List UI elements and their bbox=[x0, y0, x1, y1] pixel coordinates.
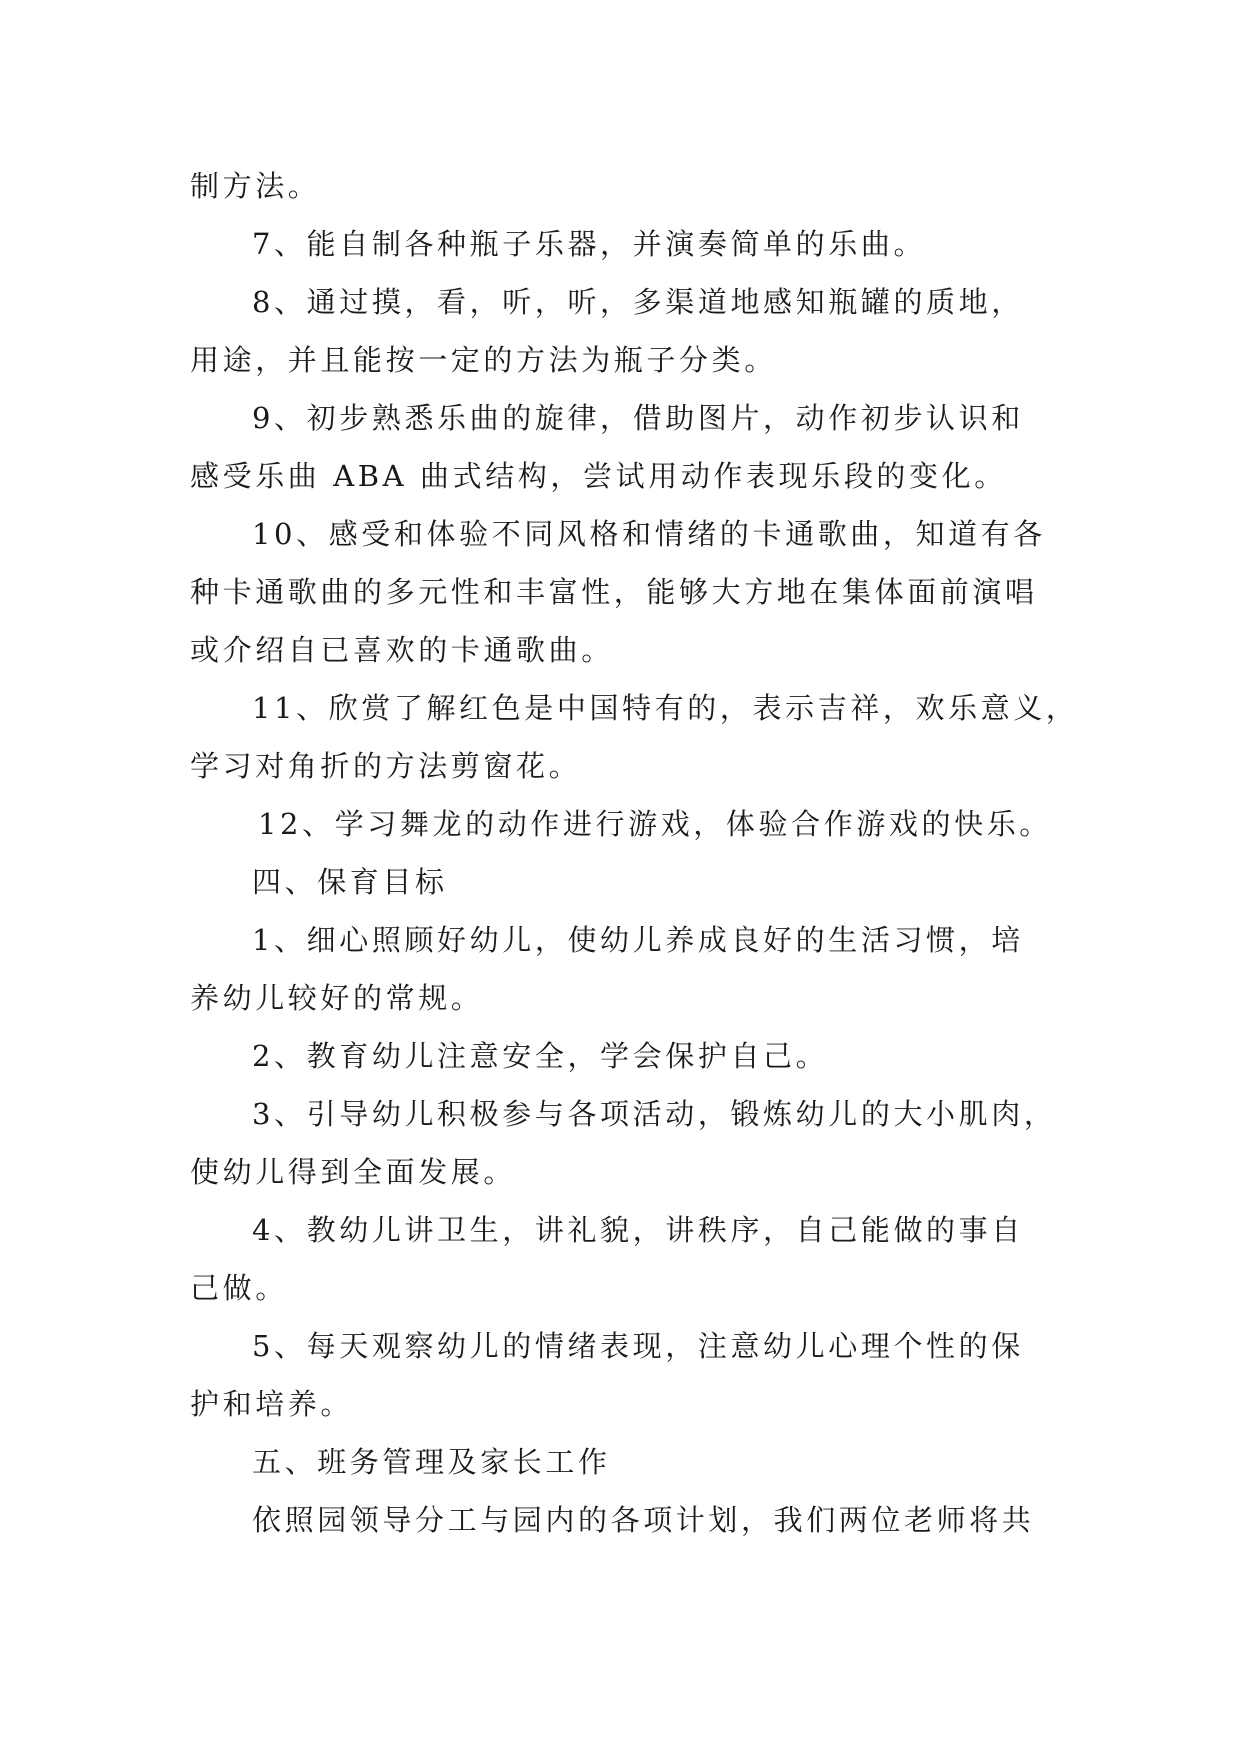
text-line: 5、每天观察幼儿的情绪表现，注意幼儿心理个性的保 bbox=[252, 1329, 1024, 1363]
text-line: 12、学习舞龙的动作进行游戏，体验合作游戏的快乐。 bbox=[258, 807, 1052, 841]
text-line: 使幼儿得到全面发展。 bbox=[190, 1155, 517, 1189]
text-line: 10、感受和体验不同风格和情绪的卡通歌曲，知道有各 bbox=[252, 517, 1046, 551]
text-line: 护和培养。 bbox=[190, 1387, 354, 1421]
text-line: 4、教幼儿讲卫生，讲礼貌，讲秩序，自己能做的事自 bbox=[252, 1213, 1024, 1247]
text-line: 养幼儿较好的常规。 bbox=[190, 981, 484, 1015]
section-heading: 五、班务管理及家长工作 bbox=[252, 1445, 611, 1479]
text-line: 用途，并且能按一定的方法为瓶子分类。 bbox=[190, 343, 777, 377]
text-line: 7、能自制各种瓶子乐器，并演奏简单的乐曲。 bbox=[252, 227, 927, 261]
text-line: 3、引导幼儿积极参与各项活动，锻炼幼儿的大小肌肉， bbox=[252, 1097, 1057, 1131]
text-line: 学习对角折的方法剪窗花。 bbox=[190, 749, 582, 783]
text-line: 己做。 bbox=[190, 1271, 288, 1305]
text-line: 制方法。 bbox=[190, 169, 321, 203]
text-line: 8、通过摸，看，听，听，多渠道地感知瓶罐的质地， bbox=[252, 285, 1024, 319]
section-heading: 四、保育目标 bbox=[252, 865, 448, 899]
text-line: 依照园领导分工与园内的各项计划，我们两位老师将共 bbox=[252, 1503, 1035, 1537]
text-line: 或介绍自已喜欢的卡通歌曲。 bbox=[190, 633, 614, 667]
text-line: 感受乐曲 ABA 曲式结构，尝试用动作表现乐段的变化。 bbox=[190, 459, 1007, 493]
text-line: 种卡通歌曲的多元性和丰富性，能够大方地在集体面前演唱 bbox=[190, 575, 1038, 609]
text-line: 1、细心照顾好幼儿，使幼儿养成良好的生活习惯，培 bbox=[252, 923, 1024, 957]
text-line: 9、初步熟悉乐曲的旋律，借助图片，动作初步认识和 bbox=[252, 401, 1024, 435]
text-line: 2、教育幼儿注意安全，学会保护自己。 bbox=[252, 1039, 829, 1073]
text-line: 11、欣赏了解红色是中国特有的，表示吉祥，欢乐意义， bbox=[252, 691, 1079, 725]
